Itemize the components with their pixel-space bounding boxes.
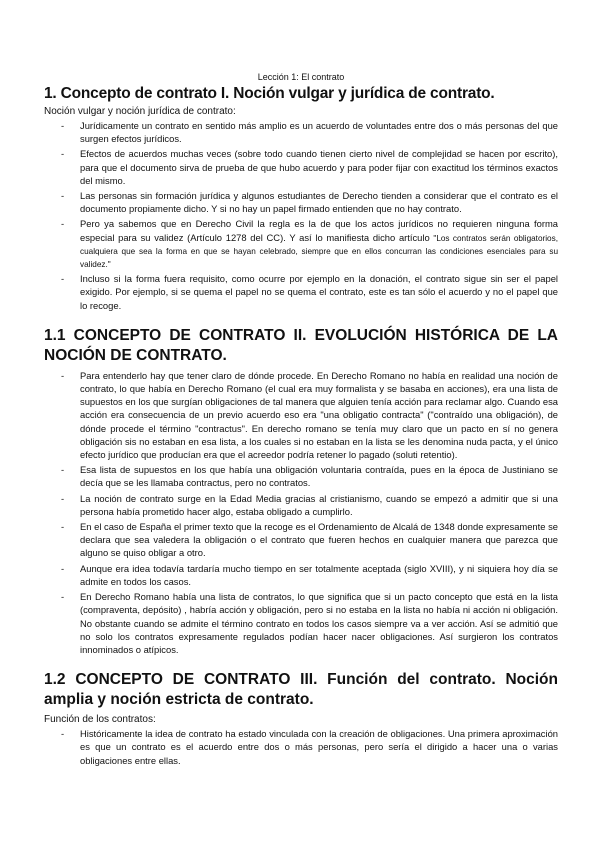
section-1-lead: Noción vulgar y noción jurídica de contrato: — [44, 106, 236, 117]
section-1-heading: 1. Concepto de contrato I. Noción vulgar y jurídica de contrato. — [44, 85, 495, 102]
list-item: - Efectos de acuerdos muchas veces (sobre todo cuando tienen cierto nivel de complejidad se hacen por escrito), para que el documento sirva de prueba de que hubo acuerdo y para poder fijar con exactitud los términos exactos del mismo. — [44, 147, 558, 187]
list-item: - En el caso de España el primer texto que la recoge es el Ordenamiento de Alcalá de 1348 donde expresamente se declara que sea valedera la obligación o el contrato que fueren hechos en cualquier manera que parezca que alguno se quiso obligar a otro. — [44, 520, 558, 560]
section-1-list — [44, 119, 558, 312]
list-item: - Históricamente la idea de contrato ha estado vinculada con la creación de obligaciones. Una primera aproximación es que un contrato es el acuerdo entre dos o más personas, pero sería el dirigido a hacer una o varias obligaciones entre ellas. — [44, 727, 558, 767]
list-item: - Esa lista de supuestos en los que había una obligación voluntaria contraída, pues en la época de Justiniano se decía que se les llamaba contractus, pero no contratos. — [44, 463, 558, 489]
lesson-title: Lección 1: El contrato — [257, 72, 345, 82]
list-item: - Las personas sin formación jurídica y algunos estudiantes de Derecho tienden a considerar que el contrato es el documento propiamente dicho. Y si no hay un papel firmado entienden que no hay contrato. — [44, 189, 558, 215]
section-3-heading: 1.2 CONCEPTO DE CONTRATO III. Función del contrato. Noción amplia y noción estricta de contrato. — [44, 671, 558, 709]
section-3-lead: Función de los contratos: — [44, 714, 156, 726]
list-item: - Para entenderlo hay que tener claro de dónde procede. En Derecho Romano no había en realidad una noción de contrato, lo que había en Derecho Romano (el cual era muy formalista y se basaba en acciones), era una lista de supuestos en los que surgían obligaciones de tal manera que alguien tenía acción para reclamar algo. Cuando esa acción era consecuencia de un previo acuerdo eso era "una obligatio contracta" ("contraído una obligación), de dónde procede el término "contractus". En derecho romano se tenía muy claro que un pacto en sí no genera obligación sis no estaban en esa lista, a los cuales si no estaban en la lista se les denomina nuda pacta, y el único efecto jurídico que producían era que el acreedor podría retener lo pagado (soluti retentio). — [44, 369, 558, 461]
section-2-heading: 1.1 CONCEPTO DE CONTRATO II. EVOLUCIÓN HISTÓRICA DE LA NOCIÓN DE CONTRATO. — [44, 326, 558, 364]
section-3-list — [44, 727, 558, 767]
list-item — [44, 217, 558, 270]
list-item: - La noción de contrato surge en la Edad Media gracias al cristianismo, cuando se empezó a admitir que si una persona había prometido hacer algo, estaba obligado a cumplirlo. — [44, 492, 558, 518]
list-item: - Incluso si la forma fuera requisito, como ocurre por ejemplo en la donación, el contrato sigue sin ser el papel exigido. Por ejemplo, si se quema el papel no se quema el contrato, este es tan sólo el acuerdo y no el papel que lo recoge. — [44, 272, 558, 312]
article-quote: "Los contratos serán obligatorios, cualquiera que sea la forma en que se hayan celebrado, siempre que en ellos concurran las condiciones esenciales para su validez." — [80, 233, 558, 270]
list-item: - Aunque era idea todavía tardaría mucho tiempo en ser totalmente aceptada (siglo XVIII), y ni siquiera hoy día se admite en todos los casos. — [44, 562, 558, 588]
list-item: - Jurídicamente un contrato en sentido más amplio es un acuerdo de voluntades entre dos o más personas del que surgen efectos jurídicos. — [44, 119, 558, 145]
list-item: - En Derecho Romano había una lista de contratos, lo que significa que si un pacto concepto que está en la lista (compraventa, depósito) , habría acción y obligación, pero si no estaba en la lista no había ni acción ni obligación. No obstante cuando se admite el término contrato en todos los casos siempre va a ver acción. Así se admitió que no solo los contratos expresamente regulados podían hacer nacer obligaciones. Así surgieron los contratos innominados o atípicos. — [44, 590, 558, 656]
section-2-list — [44, 369, 558, 656]
item-text: Pero ya sabemos que en Derecho Civil la regla es la de que los actos jurídicos no requieren ninguna forma especial para su validez (Artículo 1278 del CC). Y así lo manifiesta dicho artículo — [80, 218, 558, 243]
